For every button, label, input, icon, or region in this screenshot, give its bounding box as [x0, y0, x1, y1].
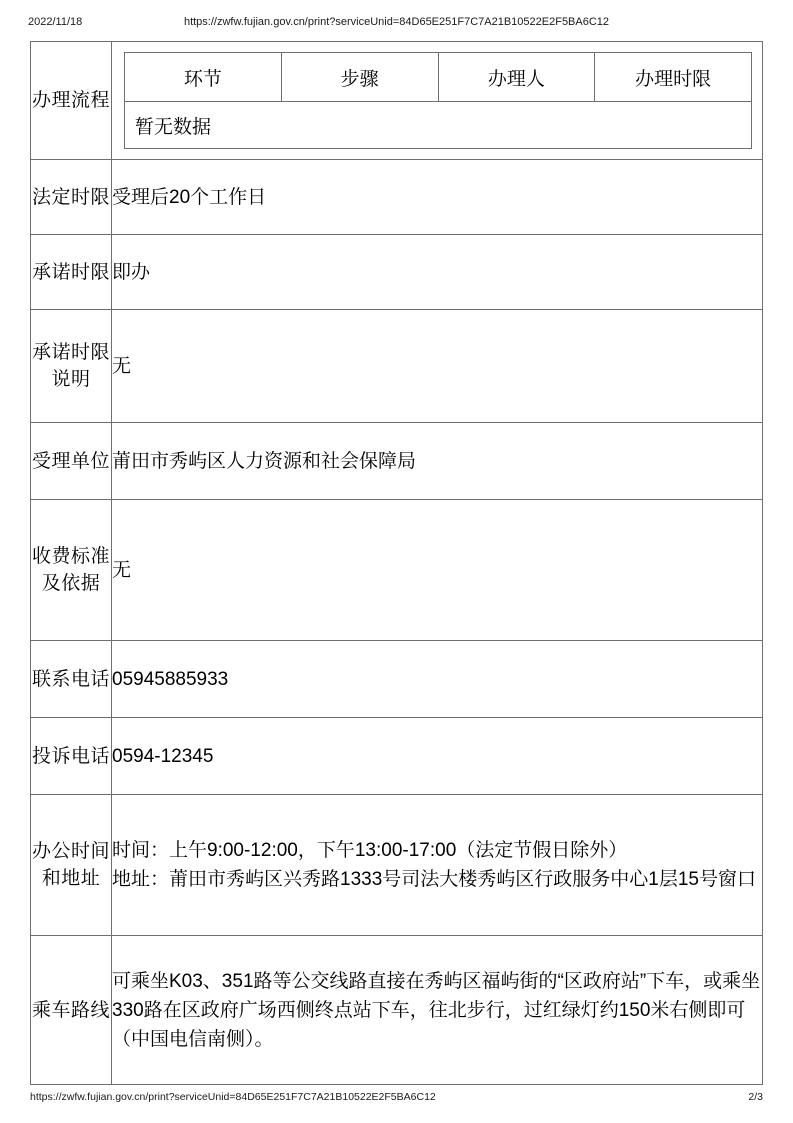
row-label-legal-deadline: 法定时限 [31, 160, 112, 235]
table-row [31, 423, 763, 500]
print-header [0, 14, 793, 30]
flow-col-handler: 办理人 [438, 53, 595, 102]
row-value-flow [112, 42, 763, 160]
table-row [31, 42, 763, 160]
table-row [31, 718, 763, 795]
table-row [31, 641, 763, 718]
row-value-accept-unit: 莆田市秀屿区人力资源和社会保障局 [112, 423, 763, 500]
flow-table-wrap [112, 42, 762, 159]
row-value-contact-phone: 05945885933 [112, 641, 763, 718]
row-label-complaint-phone: 投诉电话 [31, 718, 112, 795]
row-label-contact-phone: 联系电话 [31, 641, 112, 718]
flow-table [124, 52, 752, 149]
flow-col-step: 步骤 [281, 53, 438, 102]
flow-col-link: 环节 [125, 53, 282, 102]
print-header-url: https://zwfw.fujian.gov.cn/print?serviceUnid=84D65E251F7C7A21B10522E2F5BA6C12 [183, 16, 610, 28]
row-label-accept-unit: 受理单位 [31, 423, 112, 500]
print-footer [0, 1089, 793, 1105]
flow-empty-row [125, 102, 752, 149]
table-row [31, 310, 763, 423]
row-value-complaint-phone: 0594-12345 [112, 718, 763, 795]
row-value-fee-standard: 无 [112, 500, 763, 641]
office-hours-line: 时间：上午9:00-12:00，下午13:00-17:00（法定节假日除外） [112, 840, 628, 861]
flow-col-deadline: 办理时限 [595, 53, 752, 102]
table-row [31, 500, 763, 641]
row-label-promise-deadline: 承诺时限 [31, 235, 112, 310]
table-row [31, 235, 763, 310]
page-number: 2/3 [748, 1091, 763, 1103]
flow-header-row [125, 53, 752, 102]
row-value-legal-deadline: 受理后20个工作日 [112, 160, 763, 235]
service-detail-table [30, 41, 763, 1085]
print-footer-url: https://zwfw.fujian.gov.cn/print?serviceUnid=84D65E251F7C7A21B10522E2F5BA6C12 [30, 1091, 436, 1103]
row-label-office-hours-address: 办公时间和地址 [31, 795, 112, 936]
table-row [31, 936, 763, 1085]
row-value-bus-route: 可乘坐K03、351路等公交线路直接在秀屿区福屿街的“区政府站”下车，或乘坐330路在区政府广场西侧终点站下车，往北步行，过红绿灯约150米右侧即可（中国电信南侧）。 [112, 936, 763, 1085]
row-value-office-hours-address [112, 795, 763, 936]
row-value-promise-deadline: 即办 [112, 235, 763, 310]
row-label-flow: 办理流程 [31, 42, 112, 160]
flow-empty-text: 暂无数据 [125, 102, 752, 149]
office-address-line: 地址：莆田市秀屿区兴秀路1333号司法大楼秀屿区行政服务中心1层15号窗口 [112, 869, 756, 890]
row-label-promise-note: 承诺时限说明 [31, 310, 112, 423]
table-row [31, 795, 763, 936]
table-row [31, 160, 763, 235]
row-label-fee-standard: 收费标准及依据 [31, 500, 112, 641]
print-date: 2022/11/18 [28, 16, 83, 28]
row-label-bus-route: 乘车路线 [31, 936, 112, 1085]
row-value-promise-note: 无 [112, 310, 763, 423]
